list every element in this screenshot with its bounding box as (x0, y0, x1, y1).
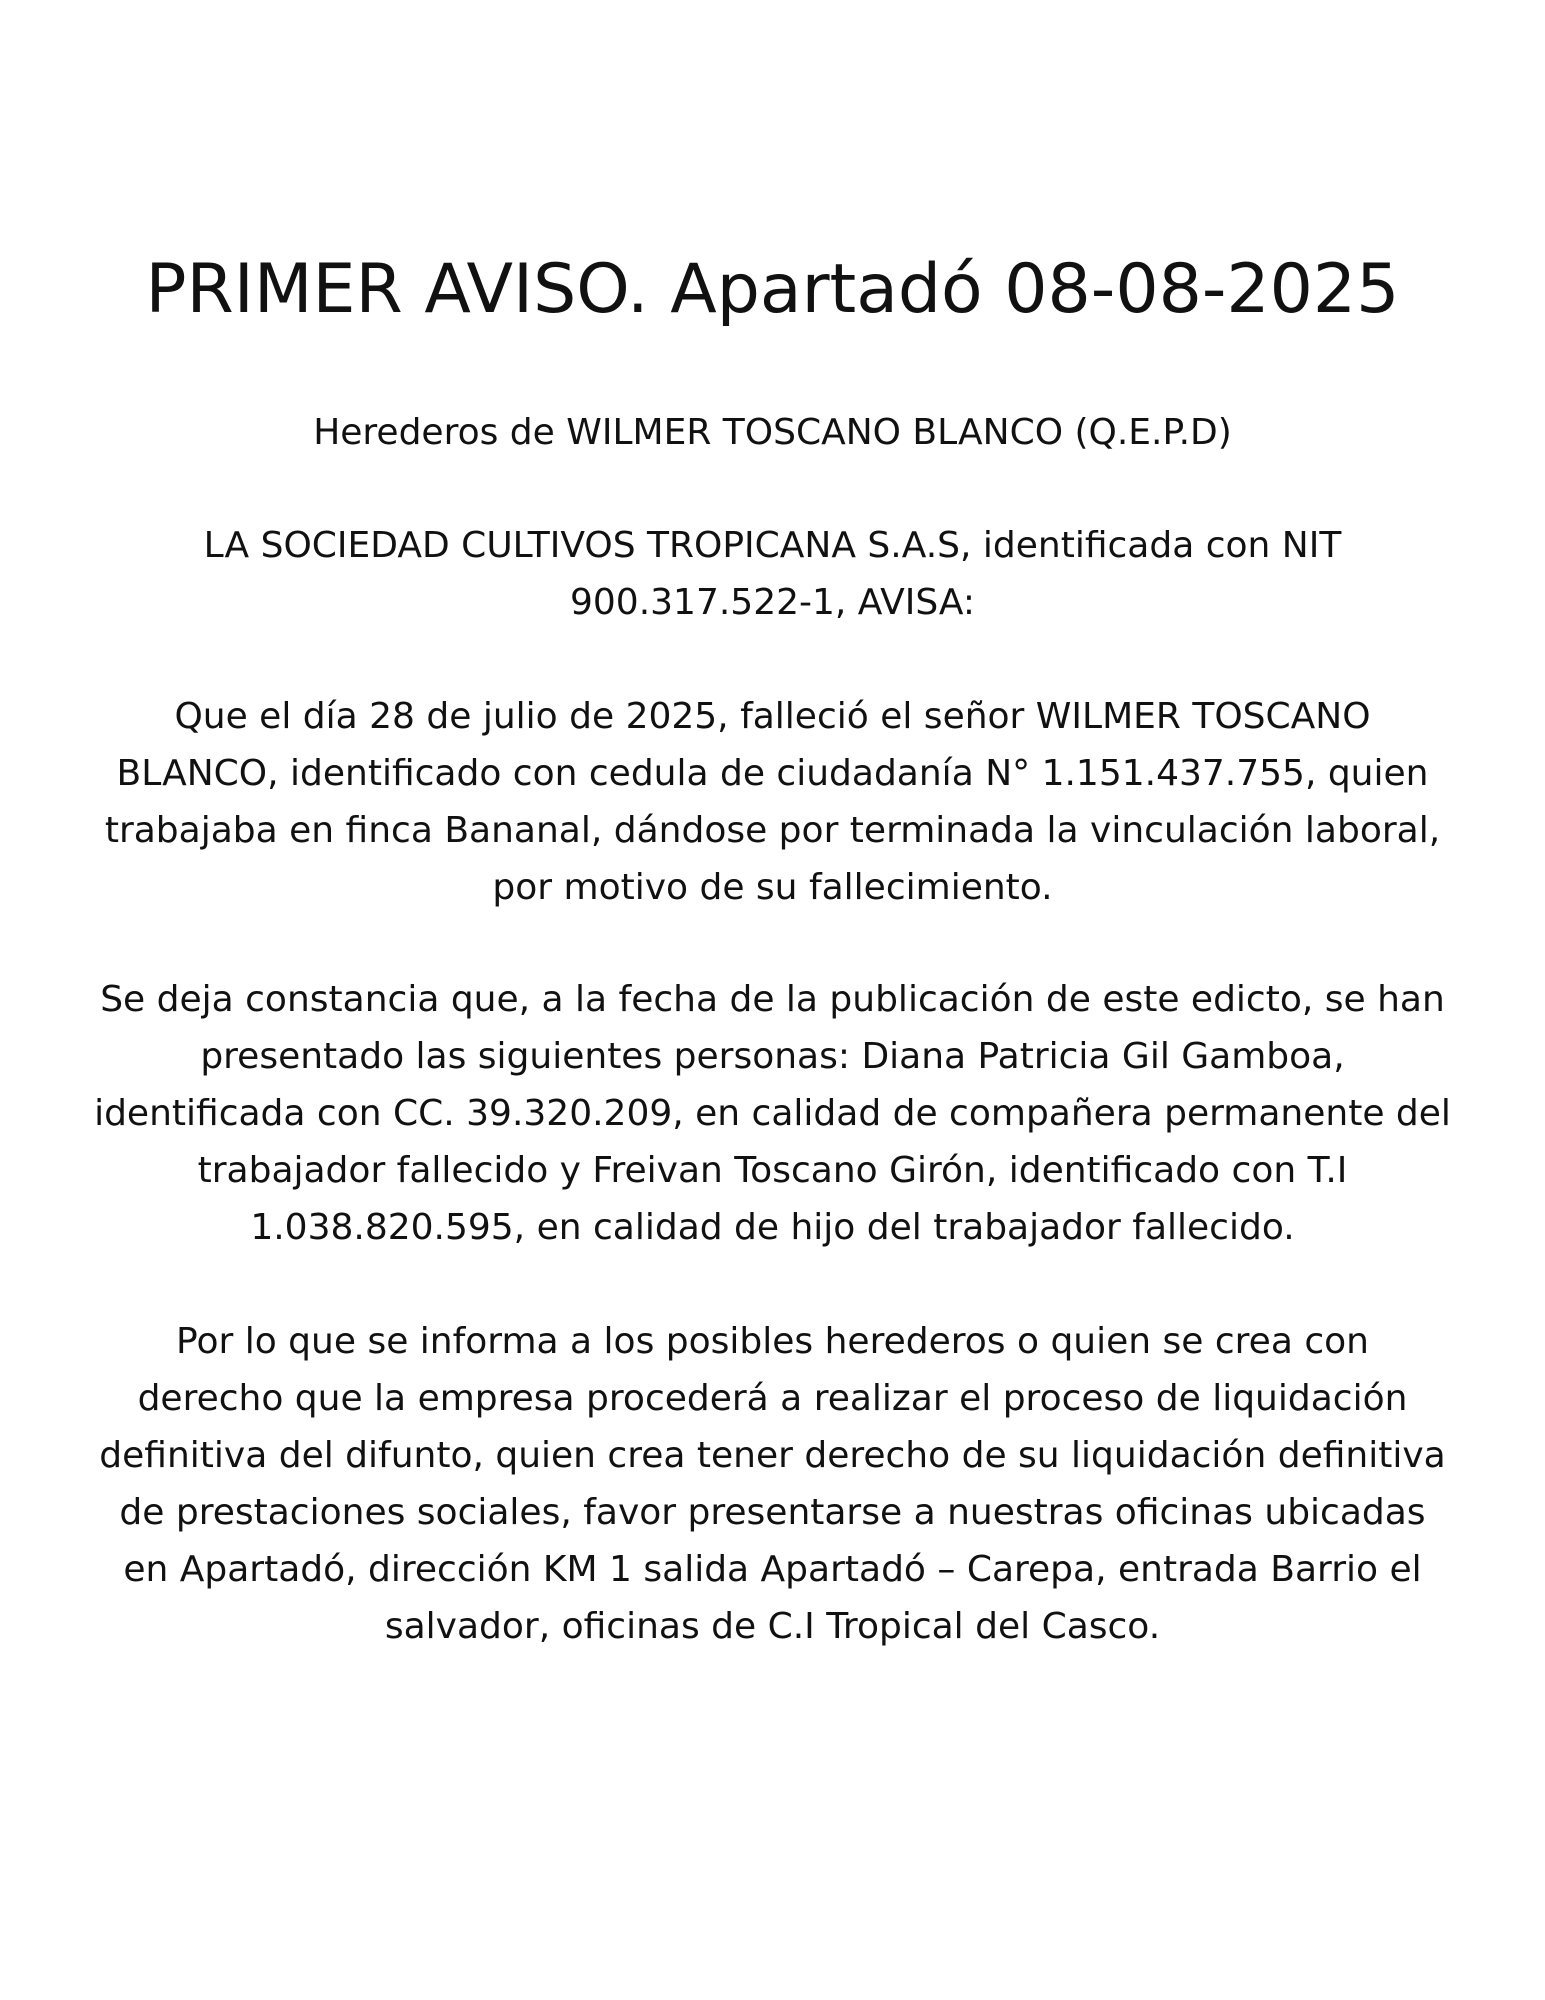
paragraph-line: BLANCO, identificado con cedula de ciudadanía N° 1.151.437.755, quien (116, 753, 1429, 794)
informa-paragraph (0, 1313, 1545, 1655)
constancia-paragraph (0, 971, 1545, 1256)
paragraph-line: Por lo que se informa a los posibles herederos o quien se crea con (176, 1321, 1369, 1362)
paragraph-line: 900.317.522-1, AVISA: (569, 582, 976, 623)
paragraph-line: definitiva del difunto, quien crea tener derecho de su liquidación definitiva (99, 1435, 1446, 1476)
paragraph-line: salvador, oficinas de C.I Tropical del Casco. (384, 1606, 1161, 1647)
paragraph-line: LA SOCIEDAD CULTIVOS TROPICANA S.A.S, identificada con NIT (203, 525, 1342, 566)
paragraph-line: Se deja constancia que, a la fecha de la publicación de este edicto, se han (100, 979, 1445, 1020)
paragraph-line: identificada con CC. 39.320.209, en calidad de compañera permanente del (94, 1093, 1451, 1134)
paragraph-line: trabajaba en finca Bananal, dándose por terminada la vinculación laboral, (104, 810, 1441, 851)
heirs-subtitle (0, 404, 1545, 461)
subtitle-line: Herederos de WILMER TOSCANO BLANCO (Q.E.P.D) (313, 412, 1232, 453)
paragraph-line: 1.038.820.595, en calidad de hijo del trabajador fallecido. (250, 1207, 1295, 1248)
paragraph-line: presentado las siguientes personas: Diana Patricia Gil Gamboa, (200, 1036, 1345, 1077)
notice-title: PRIMER AVISO. Apartadó 08-08-2025 (145, 250, 1400, 329)
paragraph-line: Que el día 28 de julio de 2025, falleció el señor WILMER TOSCANO (174, 696, 1371, 737)
paragraph-line: de prestaciones sociales, favor presentarse a nuestras oficinas ubicadas (119, 1492, 1426, 1533)
paragraph-line: en Apartadó, dirección KM 1 salida Apartadó – Carepa, entrada Barrio el (123, 1549, 1422, 1590)
paragraph-line: por motivo de su fallecimiento. (492, 867, 1053, 908)
paragraph-line: derecho que la empresa procederá a realizar el proceso de liquidación (137, 1378, 1408, 1419)
company-notice-paragraph (0, 517, 1545, 631)
deceased-notice-paragraph (0, 688, 1545, 916)
paragraph-line: trabajador fallecido y Freivan Toscano Girón, identificado con T.I (197, 1150, 1348, 1191)
